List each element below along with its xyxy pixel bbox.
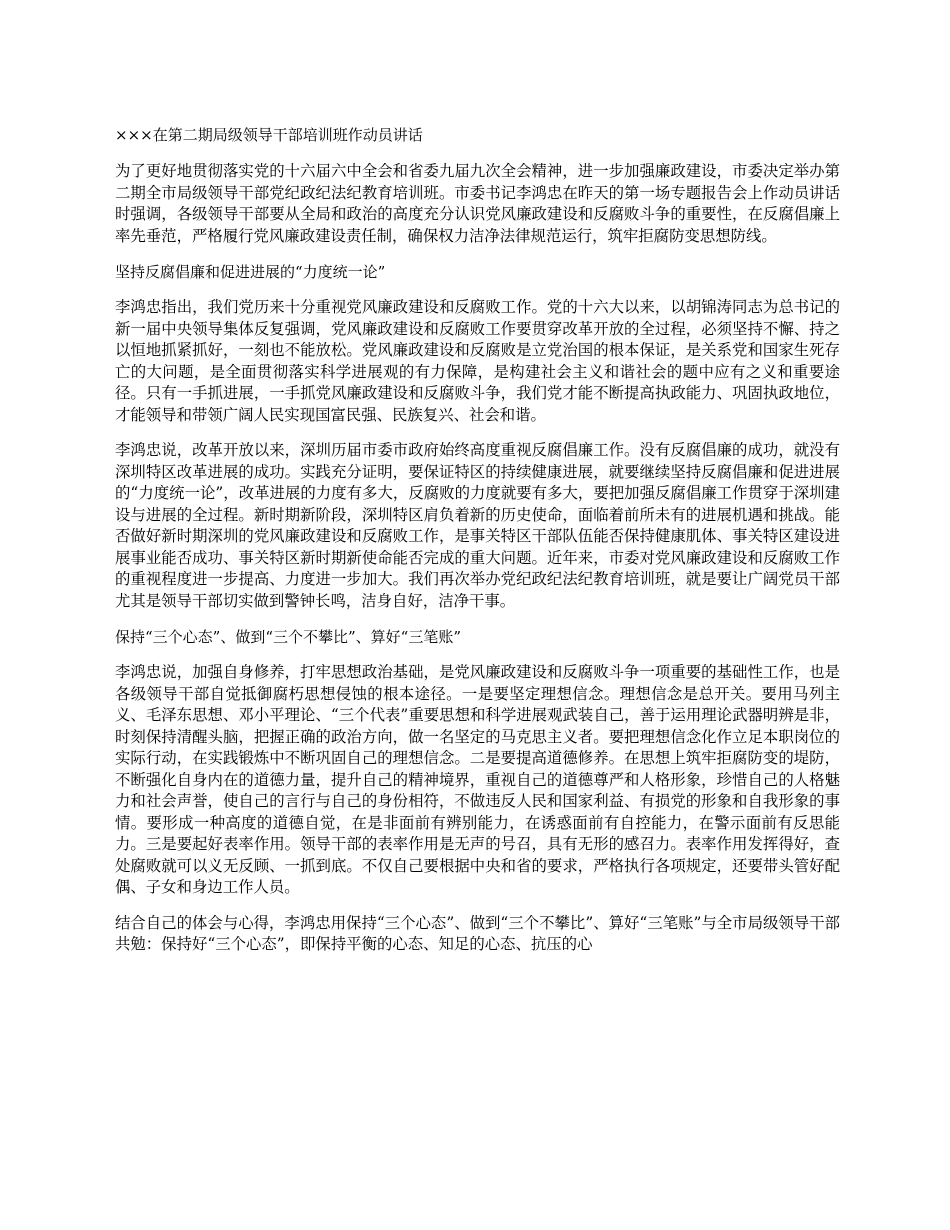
paragraph-6: 结合自己的体会与心得，李鸿忠用保持“三个心态”、做到“三个不攀比”、算好“三笔账”与全市局级领导干部共勉：保持好“三个心态”，即保持平衡的心态、知足的心态、抗压的心 <box>115 913 840 953</box>
paragraph-3: 李鸿忠说，改革开放以来，深圳历届市委市政府始终高度重视反腐倡廉工作。没有反腐倡廉的成功，就没有深圳特区改革进展的成功。实践充分证明，要保证特区的持续健康进展，就要继续坚持反腐倡廉和促进进展的“力度统一论”，改革进展的力度有多大，反腐败的力度就要有多大，要把加强反腐倡廉工作贯穿于深圳建设与进展的全过程。新时期新阶段，深圳特区肩负着新的历史使命，面临着前所未有的进展机遇和挑战。能否做好新时期深圳的党风廉政建设和反腐败工作，是事关特区干部队伍能否保持健康肌体、事关特区建设进展事业能否成功、事关特区新时期新使命能否完成的重大问题。近年来，市委对党风廉政建设和反腐败工作的重视程度进一步提高、力度进一步加大。我们再次举办党纪政纪法纪教育培训班，就是要让广阔党员干部尤其是领导干部切实做到警钟长鸣，洁身自好，洁净干事。 <box>115 441 840 610</box>
paragraph-intro: 为了更好地贯彻落实党的十六届六中全会和省委九届九次全会精神，进一步加强廉政建设，市委决定举办第二期全市局级领导干部党纪政纪法纪教育培训班。市委书记李鸿忠在昨天的第一场专题报告会上作动员讲话时强调，各级领导干部要从全局和政治的高度充分认识党风廉政建设和反腐败斗争的重要性，在反腐倡廉上率先垂范，严格履行党风廉政建设责任制，确保权力洁净法律规范运行，筑牢拒腐防变思想防线。 <box>115 162 840 245</box>
section-heading-1: 坚持反腐倡廉和促进进展的“力度统一论” <box>115 263 386 281</box>
paragraph-2: 李鸿忠指出，我们党历来十分重视党风廉政建设和反腐败工作。党的十六大以来，以胡锦涛同志为总书记的新一届中央领导集体反复强调，党风廉政建设和反腐败工作要贯穿改革开放的全过程，必须坚持不懈、持之以恒地抓紧抓好，一刻也不能放松。党风廉政建设和反腐败是立党治国的根本保证，是关系党和国家生死存亡的大问题，是全面贯彻落实科学进展观的有力保障，是构建社会主义和谐社会的题中应有之义和重要途径。只有一手抓进展，一手抓党风廉政建设和反腐败斗争，我们党才能不断提高执政能力、巩固执政地位，才能领导和带领广阔人民实现国富民强、民族复兴、社会和谐。 <box>115 298 840 424</box>
section-heading-2: 保持“三个心态”、做到“三个不攀比”、算好“三笔账” <box>115 628 462 646</box>
paragraph-5: 李鸿忠说，加强自身修养，打牢思想政治基础，是党风廉政建设和反腐败斗争一项重要的基础性工作，也是各级领导干部自觉抵御腐朽思想侵蚀的根本途径。一是要坚定理想信念。理想信念是总开关。要用马列主义、毛泽东思想、邓小平理论、“三个代表”重要思想和科学进展观武装自己，善于运用理论武器明辨是非，时刻保持清醒头脑，把握正确的政治方向，做一名坚定的马克思主义者。要把理想信念化作立足本职岗位的实际行动，在实践锻炼中不断巩固自己的理想信念。二是要提高道德修养。在思想上筑牢拒腐防变的堤防，不断强化自身内在的道德力量，提升自己的精神境界，重视自己的道德尊严和人格形象，珍惜自己的人格魅力和社会声誉，使自己的言行与自己的身份相符，不做违反人民和国家利益、有损党的形象和自我形象的事情。要形成一种高度的道德自觉，在是非面前有辨别能力，在诱惑面前有自控能力，在警示面前有反思能力。三是要起好表率作用。领导干部的表率作用是无声的号召，具有无形的感召力。表率作用发挥得好，查处腐败就可以义无反顾、一抓到底。不仅自己要根据中央和省的要求，严格执行各项规定，还要带头管好配偶、子女和身边工作人员。 <box>115 663 840 896</box>
document-page <box>115 124 840 970</box>
document-title: ×××在第二期局级领导干部培训班作动员讲话 <box>115 126 423 144</box>
